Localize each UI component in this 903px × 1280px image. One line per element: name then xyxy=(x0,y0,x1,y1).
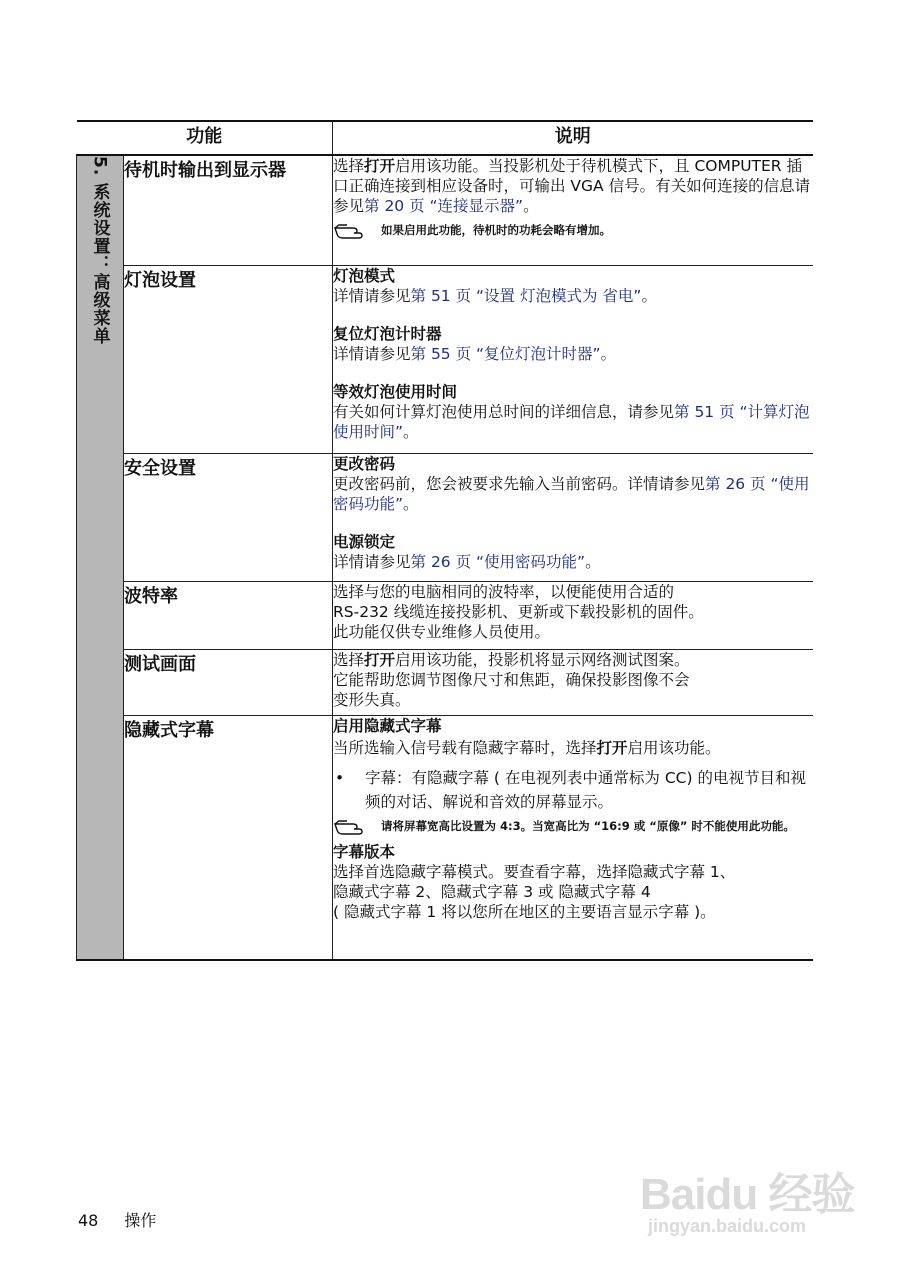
link-reset-lamp-timer[interactable]: 第 55 页 “复位灯泡计时器” xyxy=(410,344,601,363)
desc-text: RS-232 线缆连接投影机、更新或下载投影机的固件。 xyxy=(333,602,704,621)
desc-text: 启用该功能。 xyxy=(627,738,721,757)
desc-text: 隐藏式字幕 2、隐藏式字幕 3 或 隐藏式字幕 4 xyxy=(333,882,651,901)
feature-standby-output: 待机时输出到显示器 xyxy=(124,155,333,265)
pointing-hand-icon xyxy=(333,222,369,242)
link-password-function[interactable]: 第 26 页 “使用密码功能” xyxy=(333,474,810,513)
reset-lamp-timer-title: 复位灯泡计时器 xyxy=(333,324,442,343)
lamp-mode-title: 灯泡模式 xyxy=(333,266,396,285)
desc-text: 选择与您的电脑相同的波特率，以便能使用合适的 xyxy=(333,582,675,601)
desc-text: 。 xyxy=(600,344,617,363)
table-row xyxy=(77,649,813,715)
feature-closed-caption: 隐藏式字幕 xyxy=(124,715,333,960)
bullet-item xyxy=(333,766,813,814)
desc-text: 。 xyxy=(585,552,601,571)
section-side-label xyxy=(77,155,124,960)
desc-text: 有关如何计算灯泡使用总时间的详细信息，请参见 xyxy=(333,402,675,421)
link-password-function-2[interactable]: 第 26 页 “使用密码功能” xyxy=(410,552,586,571)
description-column-header: 说明 xyxy=(333,121,813,155)
table-row xyxy=(77,715,813,960)
table-row xyxy=(77,453,813,581)
desc-security-settings xyxy=(333,453,813,581)
desc-text: 详情请参见 xyxy=(333,552,411,571)
bullet-mark: • xyxy=(335,768,345,787)
desc-baud-rate xyxy=(333,581,813,649)
desc-text: 详情请参见 xyxy=(333,344,411,363)
table-row xyxy=(77,265,813,453)
table-row xyxy=(77,581,813,649)
note-text: 请将屏幕宽高比设置为 4:3。当宽高比为 “16:9 或 “原像” 时不能使用此功能。 xyxy=(381,818,795,833)
desc-text: 变形失真。 xyxy=(333,690,411,709)
note xyxy=(333,222,813,242)
settings-table xyxy=(76,120,813,961)
page-number: 48 xyxy=(78,1211,99,1230)
desc-text: 启用该功能，投影机将显示网络测试图案。 xyxy=(395,650,690,669)
power-lock-title: 电源锁定 xyxy=(333,532,396,551)
desc-text: 。 xyxy=(403,422,419,441)
desc-text: 它能帮助您调节图像尺寸和焦距，确保投影图像不会 xyxy=(333,670,690,689)
desc-text: 。 xyxy=(403,494,419,513)
page-footer xyxy=(78,1208,182,1231)
desc-bold: 打开 xyxy=(596,738,628,757)
watermark-url: jingyan.baidu.com xyxy=(648,1216,807,1236)
bullet-text: 字幕：有隐藏字幕 ( 在电视列表中通常标为 CC) 的电视节目和视频的对话、解说和音效的屏幕显示。 xyxy=(365,768,806,811)
change-password-title: 更改密码 xyxy=(333,454,396,473)
link-connect-monitor[interactable]: 第 20 页 “连接显示器” xyxy=(364,197,524,215)
desc-text: ( 隐藏式字幕 1 将以您所在地区的主要语言显示字幕 )。 xyxy=(333,902,716,921)
feature-baud-rate: 波特率 xyxy=(124,581,333,649)
link-lamp-mode[interactable]: 第 51 页 “设置 灯泡模式为 省电” xyxy=(410,286,642,305)
caption-version-title: 字幕版本 xyxy=(333,842,396,861)
table-header-row xyxy=(77,121,813,155)
feature-lamp-settings: 灯泡设置 xyxy=(124,265,333,453)
desc-text: 选择 xyxy=(333,650,365,669)
desc-text: 此功能仅供专业维修人员使用。 xyxy=(333,622,551,641)
desc-text: 选择首选隐藏字幕模式。要查看字幕，选择隐藏式字幕 1、 xyxy=(333,862,736,881)
feature-security-settings: 安全设置 xyxy=(124,453,333,581)
desc-bold: 打开 xyxy=(364,650,396,669)
desc-standby-output xyxy=(333,155,813,265)
table-row xyxy=(77,155,813,265)
desc-text: 选择 xyxy=(333,157,365,175)
desc-text: 。 xyxy=(523,197,539,215)
watermark-logo: Baidu 经验 xyxy=(640,1170,855,1219)
desc-text: 启用该功能。当投影机处于待机模式下，且 COMPUTER 插口正确连接到相应设备时，可输出 VGA 信号。有关如何连接的信息请参见 xyxy=(333,157,811,215)
side-label-text: 5. 系统设置：高级菜单 xyxy=(89,156,110,346)
note-text: 如果启用此功能，待机时的功耗会略有增加。 xyxy=(381,223,611,237)
desc-bold: 打开 xyxy=(364,157,396,175)
desc-lamp-settings xyxy=(333,265,813,453)
desc-test-pattern xyxy=(333,649,813,715)
feature-test-pattern: 测试画面 xyxy=(124,649,333,715)
desc-closed-caption xyxy=(333,715,813,960)
desc-text: 当所选输入信号载有隐藏字幕时，选择 xyxy=(333,738,597,757)
note xyxy=(333,818,813,838)
link-lamp-hours[interactable]: 第 51 页 “计算灯泡使用时间” xyxy=(333,402,810,441)
feature-column-header: 功能 xyxy=(77,121,333,155)
enable-cc-title: 启用隐藏式字幕 xyxy=(333,716,442,735)
section-name: 操作 xyxy=(124,1211,157,1230)
pointing-hand-icon xyxy=(333,818,369,838)
baidu-watermark xyxy=(640,1158,854,1237)
desc-text: 详情请参见 xyxy=(333,286,411,305)
lamp-hours-title: 等效灯泡使用时间 xyxy=(333,382,458,401)
desc-text: 。 xyxy=(641,286,657,305)
desc-text: 更改密码前，您会被要求先输入当前密码。详情请参见 xyxy=(333,474,706,493)
